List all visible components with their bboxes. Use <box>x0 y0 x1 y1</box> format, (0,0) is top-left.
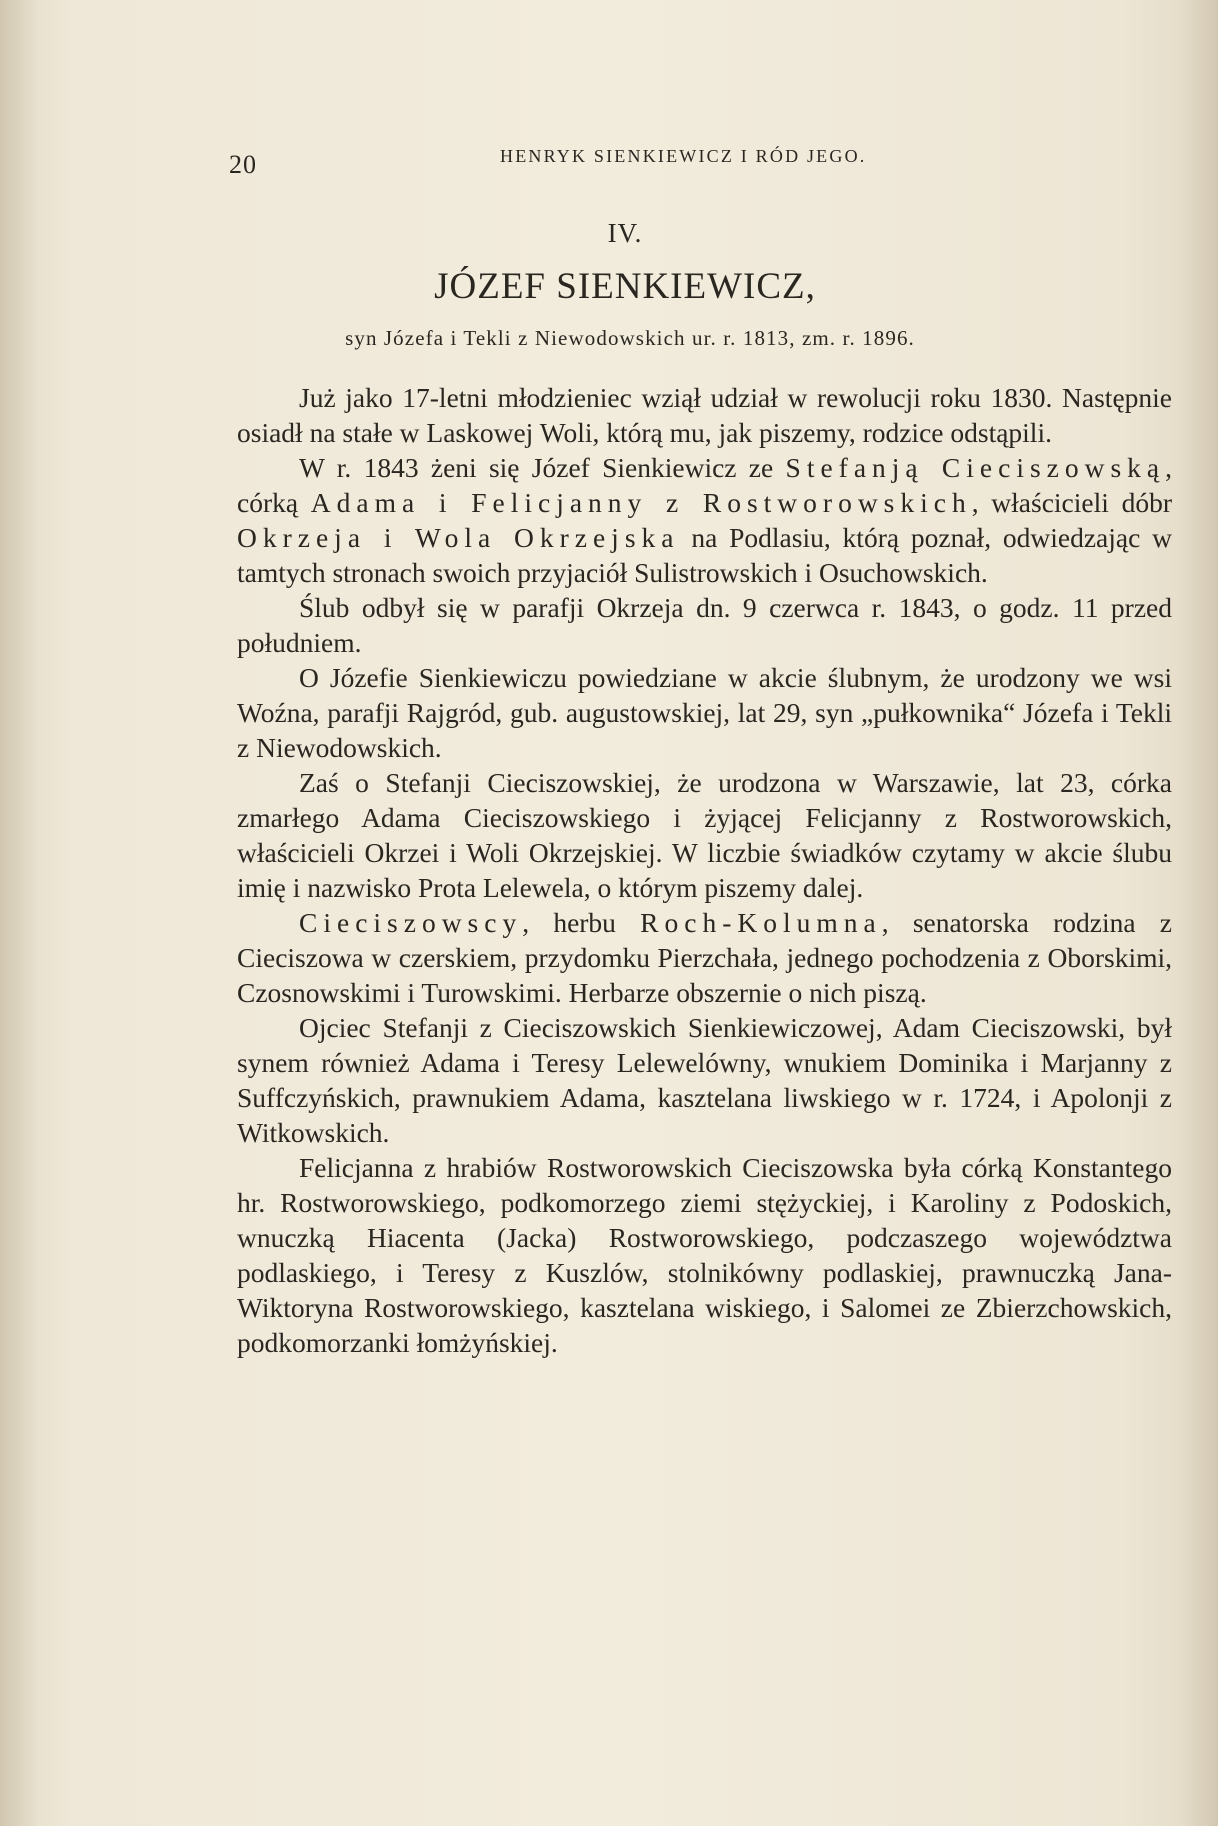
paragraph <box>237 590 1172 660</box>
chapter-number: IV. <box>607 218 643 248</box>
paragraph-text: O Józefie Sienkiewiczu powiedziane w akcie ślubnym, że urodzony we wsi Woźna, parafji Rajgród, gub. augustowskiej, lat 29, syn „pułkownika“ Józefa i Tekli z Niewodowskich. <box>237 662 1172 763</box>
paragraph-text: Zaś o Stefanji Cieciszowskiej, że urodzona w Warszawie, lat 23, córka zmarłego Adama Cieciszowskiego i żyjącej Felicjanny z Rostworowskich, właścicieli Okrzei i Woli Okrzejskiej. W liczbie świadków czytamy w akcie ślubu imię i nazwisko Prota Lelewela, o którym piszemy dalej. <box>237 767 1172 903</box>
spaced-name-text: Stefanją Cieciszowską <box>785 452 1166 483</box>
paragraph <box>237 765 1172 905</box>
paragraph <box>237 1150 1172 1360</box>
page-header <box>0 138 1218 178</box>
running-head: HENRYK SIENKIEWICZ I RÓD JEGO. <box>500 146 867 166</box>
paragraph-text: Ślub odbył się w parafji Okrzeja dn. 9 czerwca r. 1843, o godz. 11 przed południem. <box>237 592 1172 658</box>
chapter-subtitle: syn Józefa i Tekli z Niewodowskich ur. r. 1813, zm. r. 1896. <box>345 326 915 350</box>
paragraph-text: , właścicieli dóbr <box>971 487 1172 518</box>
spaced-name-text: Okrzeja i Wola Okrzejska <box>237 522 680 553</box>
paragraph <box>237 450 1172 590</box>
paragraph-text: Już jako 17-letni młodzieniec wziął udział w rewolucji roku 1830. Następnie osiadł na stałe w Laskowej Woli, którą mu, jak piszemy, rodzice odstąpili. <box>237 382 1172 448</box>
paragraph-text: W r. 1843 żeni się Józef Sienkiewicz ze <box>299 452 786 483</box>
paragraph <box>237 380 1172 450</box>
paragraph-text: Ojciec Stefanji z Cieciszowskich Sienkiewiczowej, Adam Cieciszowski, był synem również Adama i Teresy Lelewelówny, wnukiem Dominika i Marjanny z Suffczyńskich, prawnukiem Adama, kasztelana liwskiego w r. 1724, i Apolonji z Witkowskich. <box>237 1012 1172 1148</box>
chapter-title: JÓZEF SIENKIEWICZ, <box>434 266 816 307</box>
body-text <box>237 380 1172 1360</box>
paragraph-text: , córką <box>237 452 1173 518</box>
paragraph-text: na Podlasiu, którą poznał, odwiedzając w tamtych stronach swoich przyjaciół Sulistrowskich i Osuchowskich. <box>237 522 1173 588</box>
paragraph-text: , senatorska rodzina z Cieciszowa w czerskiem, przydomku Pierzchała, jednego pochodzenia z Oborskimi, Czosnowskimi i Turowskimi. Herbarze obszernie o nich piszą. <box>237 907 1172 1008</box>
spaced-name-text: Cieciszowscy <box>299 907 523 938</box>
spaced-name-text: Adama i Felicjanny z Rostworowskich <box>310 487 972 518</box>
page-number: 20 <box>229 150 257 179</box>
spaced-name-text: Roch-Kolumna <box>640 907 882 938</box>
paragraph-text: , herbu <box>522 907 641 938</box>
paragraph <box>237 1010 1172 1150</box>
paragraph <box>237 660 1172 765</box>
paragraph-text: Felicjanna z hrabiów Rostworowskich Cieciszowska była córką Konstantego hr. Rostworowskiego, podkomorzego ziemi stężyckiej, i Karoliny z Podoskich, wnuczką Hiacenta (Jacka) Rostworowskiego, podczaszego województwa podlaskiego, i Teresy z Kuszlów, stolnikówny podlaskiej, prawnuczką Jana-Wiktoryna Rostworowskiego, kasztelana wiskiego, i Salomei ze Zbierzchowskich, podkomorzanki łomżyńskiej. <box>237 1152 1172 1358</box>
paragraph <box>237 905 1172 1010</box>
